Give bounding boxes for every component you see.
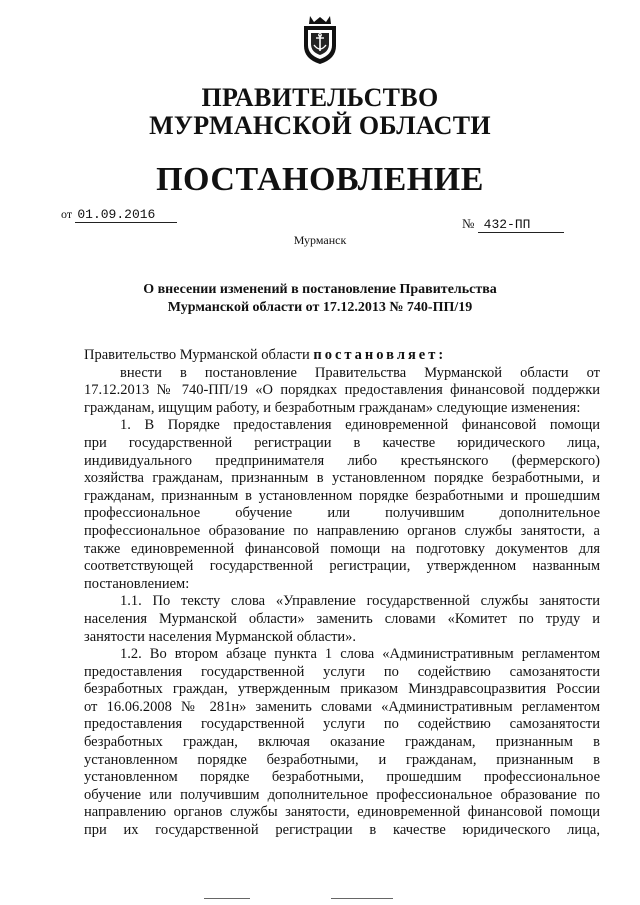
number-field — [462, 216, 564, 233]
body-line: установленном порядке безработными, прошедшим профессиональное — [84, 769, 600, 786]
body-line: индивидуального предпринимателя либо крестьянского (фермерского) — [84, 452, 600, 469]
body-line: гражданам, ищущим работу, и безработным гражданам» следующие изменения: — [84, 399, 581, 416]
body-line: постановлением: — [84, 575, 190, 592]
footer-rule — [0, 896, 640, 902]
date-label: от — [61, 207, 73, 221]
body-line: при государственной регистрации в качестве юридического лица, — [84, 434, 600, 451]
body-line: 17.12.2013 № 740-ПП/19 «О порядках предоставления финансовой поддержки — [84, 382, 600, 399]
organization-name-line2: МУРМАНСКОЙ ОБЛАСТИ — [149, 111, 491, 140]
murmansk-coat-of-arms-icon — [300, 12, 340, 66]
subject-line: О внесении изменений в постановление Правительства — [143, 282, 497, 297]
city-name: Мурманск — [293, 233, 347, 247]
body-line: направлению органов службы занятости, единовременной финансовой помощи — [84, 804, 600, 821]
body-line: безработных граждан, утвержденным приказом Минздравсоцразвития России — [84, 681, 600, 698]
body-line: профессиональное обучение или получившим дополнительное — [84, 505, 600, 522]
body-line: гражданам, признанным в установленном порядке безработными и прошедшим — [84, 487, 600, 504]
number-value: 432-ПП — [478, 217, 564, 233]
body-line: хозяйства гражданам, признанным в установленном порядке безработными, и — [84, 470, 600, 487]
body-line: занятости населения Мурманской области». — [84, 628, 357, 645]
body-line: установленном порядке безработными, и гражданам, признанным в — [84, 751, 600, 768]
footer-rule-segment — [331, 898, 393, 899]
date-field — [61, 206, 177, 223]
document-body — [84, 347, 600, 840]
decree-keyword: постановляет: — [313, 347, 447, 363]
body-line: 1. В Порядке предоставления единовременной финансовой помощи — [120, 417, 600, 434]
body-line: 1.2. Во втором абзаце пункта 1 слова «Административным регламентом — [120, 646, 600, 663]
subject-line: Мурманской области от 17.12.2013 № 740-ПП/19 — [167, 300, 473, 315]
body-line: профессиональное образование по направлению органов службы занятости, а — [84, 522, 600, 539]
body-line: предоставления государственной услуги по содействию самозанятости — [84, 663, 600, 680]
body-line: соответствующей государственной регистрации, утвержденном названным — [84, 558, 600, 575]
body-line: населения Мурманской области» заменить словами «Комитет по труду и — [84, 610, 600, 627]
number-label: № — [462, 216, 475, 231]
body-line: также единовременной финансовой помощи на подготовку документов для — [84, 540, 600, 557]
body-line: от 16.06.2008 № 281н» заменить словами «Административным регламентом — [84, 698, 600, 715]
decree-intro-prefix: Правительство Мурманской области — [84, 347, 310, 363]
decree-intro — [84, 347, 600, 365]
body-line: 1.1. По тексту слова «Управление государственной службы занятости — [120, 593, 600, 610]
body-line: безработных граждан, включая оказание гражданам, признанным в — [84, 734, 600, 751]
footer-rule-segment — [204, 898, 250, 899]
body-line: предоставления государственной услуги по содействию самозанятости — [84, 716, 600, 733]
body-line: внести в постановление Правительства Мурманской области от — [120, 364, 600, 381]
body-line: при их государственной регистрации в качестве юридического лица, — [84, 822, 600, 839]
document-subject — [60, 281, 580, 317]
organization-name-line1: ПРАВИТЕЛЬСТВО — [201, 83, 439, 112]
date-value: 01.09.2016 — [75, 207, 177, 223]
document-type-title: ПОСТАНОВЛЕНИЕ — [156, 161, 484, 198]
body-line: обучение или получившим дополнительное профессиональное образование по — [84, 786, 600, 803]
